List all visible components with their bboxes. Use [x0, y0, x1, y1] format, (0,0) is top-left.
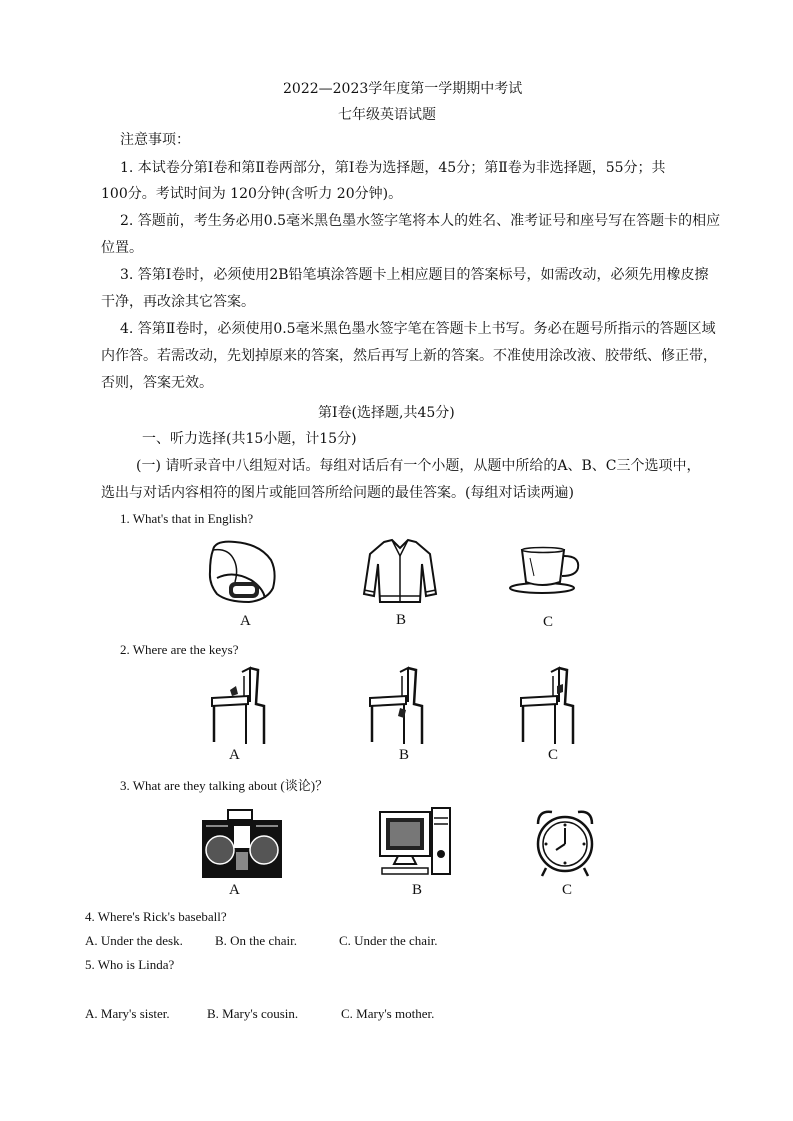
desk-chair-keys-c-icon	[517, 664, 581, 746]
option-label: B	[399, 747, 410, 763]
notice-line: 1. 本试卷分第Ⅰ卷和第Ⅱ卷两部分，第Ⅰ卷为选择题，45分；第Ⅱ卷为非选择题，55分；共	[120, 160, 666, 176]
question-2: 2. Where are the keys?	[120, 642, 239, 657]
computer-icon	[376, 806, 454, 878]
question-5: 5. Who is Linda?	[85, 957, 175, 972]
answer-option: A. Mary's sister.	[85, 1006, 170, 1021]
option-label: B	[396, 612, 407, 628]
option-label: B	[412, 882, 423, 898]
notice-line: 100分。考试时间为 120分钟(含听力 20分钟)。	[101, 186, 403, 202]
exam-title: 2022—2023学年度第一学期期中考试	[283, 81, 523, 97]
option-label: C	[543, 614, 554, 630]
exam-subtitle: 七年级英语试题	[338, 107, 436, 123]
notice-heading: 注意事项：	[120, 132, 190, 148]
option-label: C	[562, 882, 573, 898]
alarm-clock-icon	[532, 806, 598, 878]
option-label: A	[229, 882, 240, 898]
question-4: 4. Where's Rick's baseball?	[85, 909, 227, 924]
option-label: A	[229, 747, 240, 763]
notice-line: 4. 答第Ⅱ卷时，必须使用0.5毫米黑色墨水签字笔在答题卡上书写。务必在题号所指示的答题区域	[120, 321, 716, 337]
answer-option: C. Mary's mother.	[341, 1006, 435, 1021]
desk-chair-keys-b-icon	[366, 664, 430, 746]
notice-line: 干净，再改涂其它答案。	[101, 294, 255, 310]
hat-icon	[205, 538, 280, 608]
radio-icon	[198, 808, 286, 880]
answer-option: A. Under the desk.	[85, 933, 183, 948]
notice-line: 3. 答第Ⅰ卷时，必须使用2B铅笔填涂答题卡上相应题目的答案标号，如需改动，必须先用橡皮擦	[120, 267, 709, 283]
notice-line: 否则，答案无效。	[101, 375, 213, 391]
section1-heading: 一、听力选择(共15小题，计15分)	[142, 431, 357, 447]
cup-icon	[508, 546, 586, 596]
instruction-line: 选出与对话内容相符的图片或能回答所给问题的最佳答案。(每组对话读两遍)	[101, 485, 574, 501]
answer-option: C. Under the chair.	[339, 933, 438, 948]
option-label: A	[240, 613, 251, 629]
jacket-icon	[360, 536, 440, 606]
notice-line: 2. 答题前，考生务必用0.5毫米黑色墨水签字笔将本人的姓名、准考证号和座号写在答题卡的相应	[120, 213, 721, 229]
option-label: C	[548, 747, 559, 763]
notice-line: 内作答。若需改动，先划掉原来的答案，然后再写上新的答案。不准使用涂改液、胶带纸、修正带，	[101, 348, 717, 364]
answer-option: B. Mary's cousin.	[207, 1006, 299, 1021]
instruction-line: (一) 请听录音中八组短对话。每组对话后有一个小题，从题中所给的A、B、C三个选项中，	[136, 458, 701, 474]
answer-option: B. On the chair.	[215, 933, 297, 948]
question-3: 3. What are they talking about (谈论)？	[120, 778, 329, 793]
part1-heading: 第Ⅰ卷(选择题,共45分)	[318, 405, 455, 421]
notice-line: 位置。	[101, 240, 143, 256]
desk-chair-keys-a-icon	[208, 664, 272, 746]
question-1: 1. What's that in English?	[120, 511, 254, 526]
